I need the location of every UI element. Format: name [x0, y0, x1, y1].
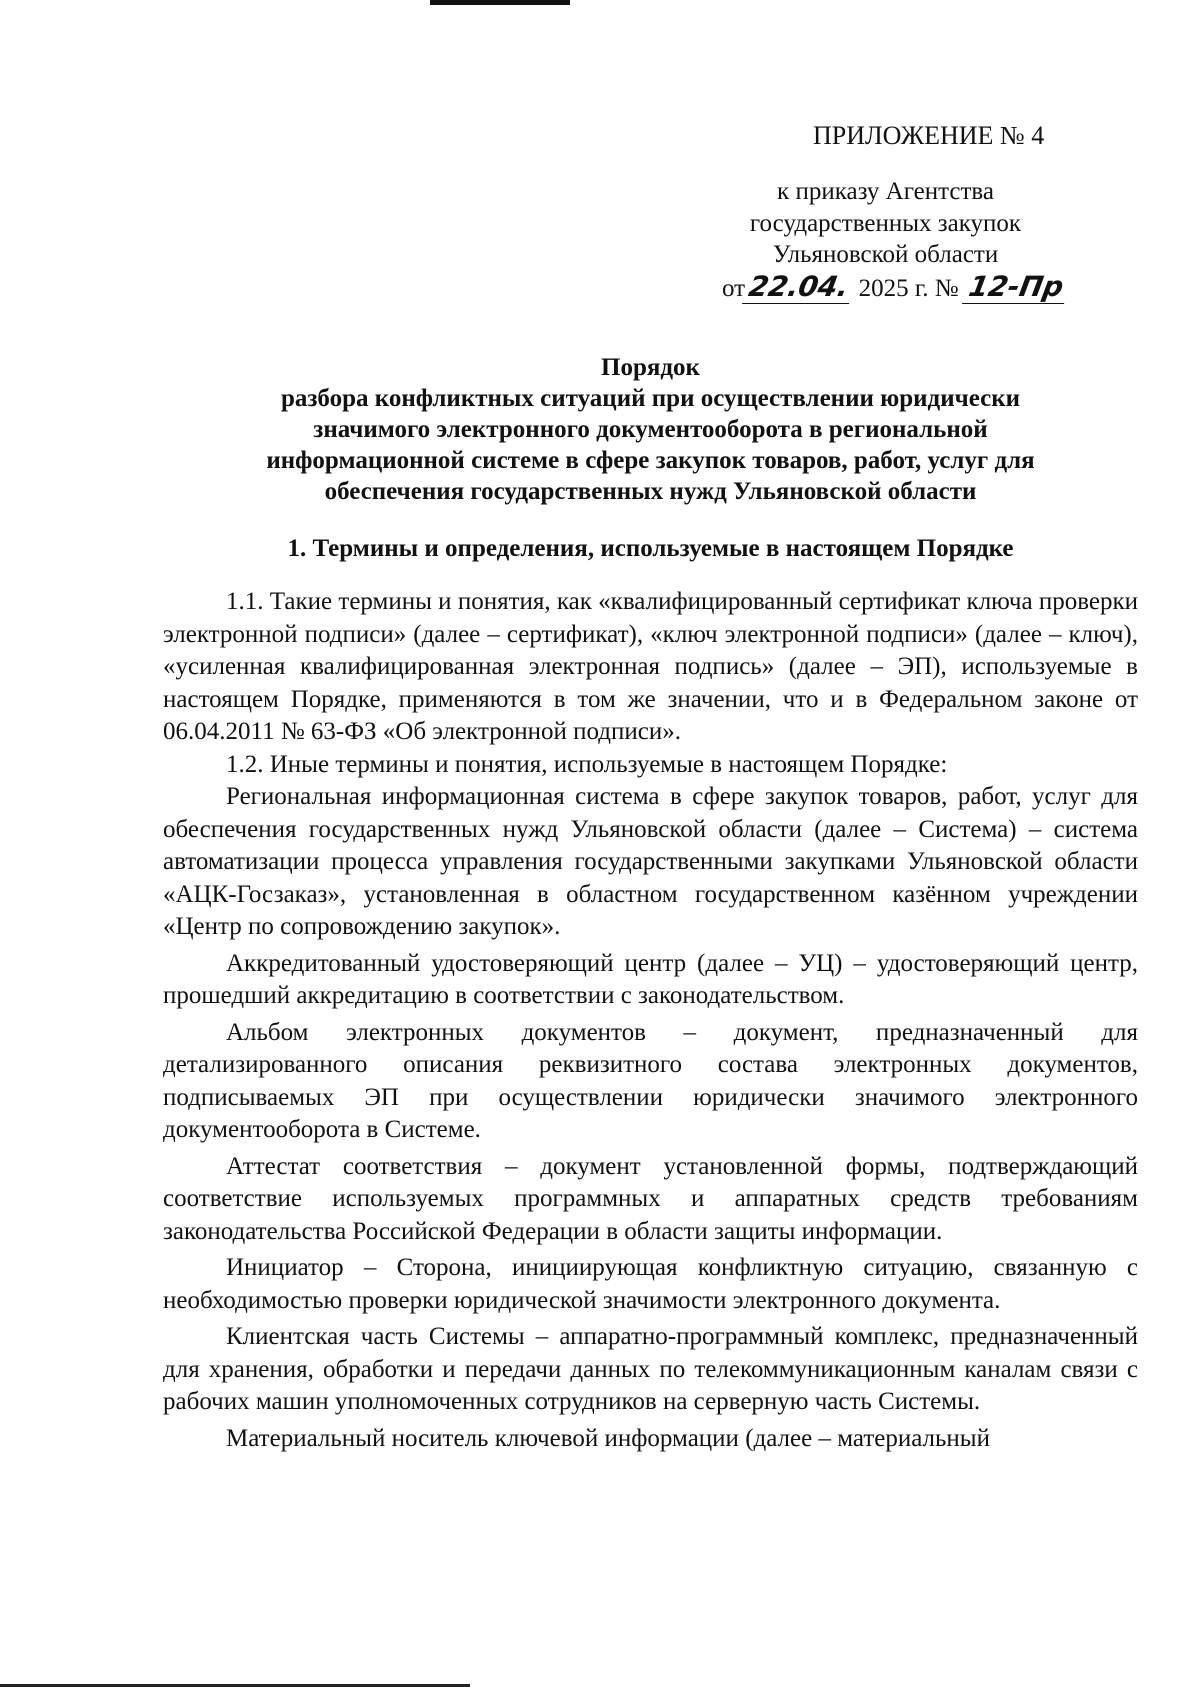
paragraph: Аттестат соответствия – документ установленной формы, подтверждающий соответствие используемых программных и аппаратных средств требованиям законодательства Российской Федерации в области защиты информации. [163, 1152, 1138, 1245]
document-page [163, 118, 1138, 1455]
order-reference-line: Ульяновской области [772, 241, 999, 268]
paragraph: Инициатор – Сторона, инициирующая конфликтную ситуацию, связанную с необходимостью проверки юридической значимости электронного документа. [163, 1254, 1138, 1314]
order-reference-line: к приказу Агентства [777, 178, 994, 205]
date-prefix: от [722, 274, 746, 302]
handwritten-order-number: 12-Пр [962, 271, 1070, 304]
paragraph: Клиентская часть Системы – аппаратно-программный комплекс, предназначенный для хранения, обработки и передачи данных по телекоммуникационным каналам связи с рабочих машин уполномоченных сотрудников на серверную часть Системы. [163, 1323, 1138, 1415]
order-date-line [722, 269, 1066, 305]
paragraph: Материальный носитель ключевой информации (далее – материальный [226, 1424, 990, 1452]
handwritten-date: 22.04. [742, 271, 855, 304]
order-reference [723, 176, 1048, 271]
body-text [163, 586, 1138, 1455]
order-year-number-label: 2025 г. № [858, 274, 959, 302]
scan-edge-mark-top [430, 0, 570, 5]
title-line: обеспечения государственных нужд Ульяновской области [324, 478, 977, 505]
section-heading: 1. Термины и определения, используемые в настоящем Порядке [287, 535, 1014, 562]
appendix-label: ПРИЛОЖЕНИЕ № 4 [813, 121, 1045, 150]
order-reference-line: государственных закупок [749, 209, 1022, 237]
title-line: значимого электронного документооборота в региональной [313, 416, 988, 443]
paragraph: Региональная информационная система в сфере закупок товаров, работ, услуг для обеспечения государственных нужд Ульяновской области (далее – Система) – система автоматизации процесса управления государственными закупками Ульяновской области «АЦК-Госзаказ», установленная в областном государственном казённом учреждении «Центр по сопровождению закупок». [163, 783, 1138, 940]
paragraph: 1.2. Иные термины и понятия, используемые в настоящем Порядке: [226, 750, 948, 778]
paragraph: Альбом электронных документов – документ, предназначенный для детализированного описания реквизитного состава электронных документов, подписываемых ЭП при осуществлении юридически значимого электронного документооборота в Системе. [163, 1018, 1138, 1143]
title-line: разбора конфликтных ситуаций при осуществлении юридически [280, 385, 1021, 412]
title-line: информационной системе в сфере закупок товаров, работ, услуг для [266, 447, 1035, 474]
scan-edge-mark-bottom [0, 1684, 470, 1687]
title-line: Порядок [601, 354, 700, 381]
document-title [163, 352, 1138, 507]
paragraph: 1.1. Такие термины и понятия, как «квалифицированный сертификат ключа проверки электронной подписи» (далее – сертификат), «ключ электронной подписи» (далее – ключ), «усиленная квалифицированная электронная подпись» (далее – ЭП), используемые в настоящем Порядке, применяются в том же значении, что и в Федеральном законе от 06.04.2011 № 63-ФЗ «Об электронной подписи». [163, 588, 1138, 745]
paragraph: Аккредитованный удостоверяющий центр (далее – УЦ) – удостоверяющий центр, прошедший аккредитацию в соответствии с законодательством. [163, 949, 1138, 1009]
